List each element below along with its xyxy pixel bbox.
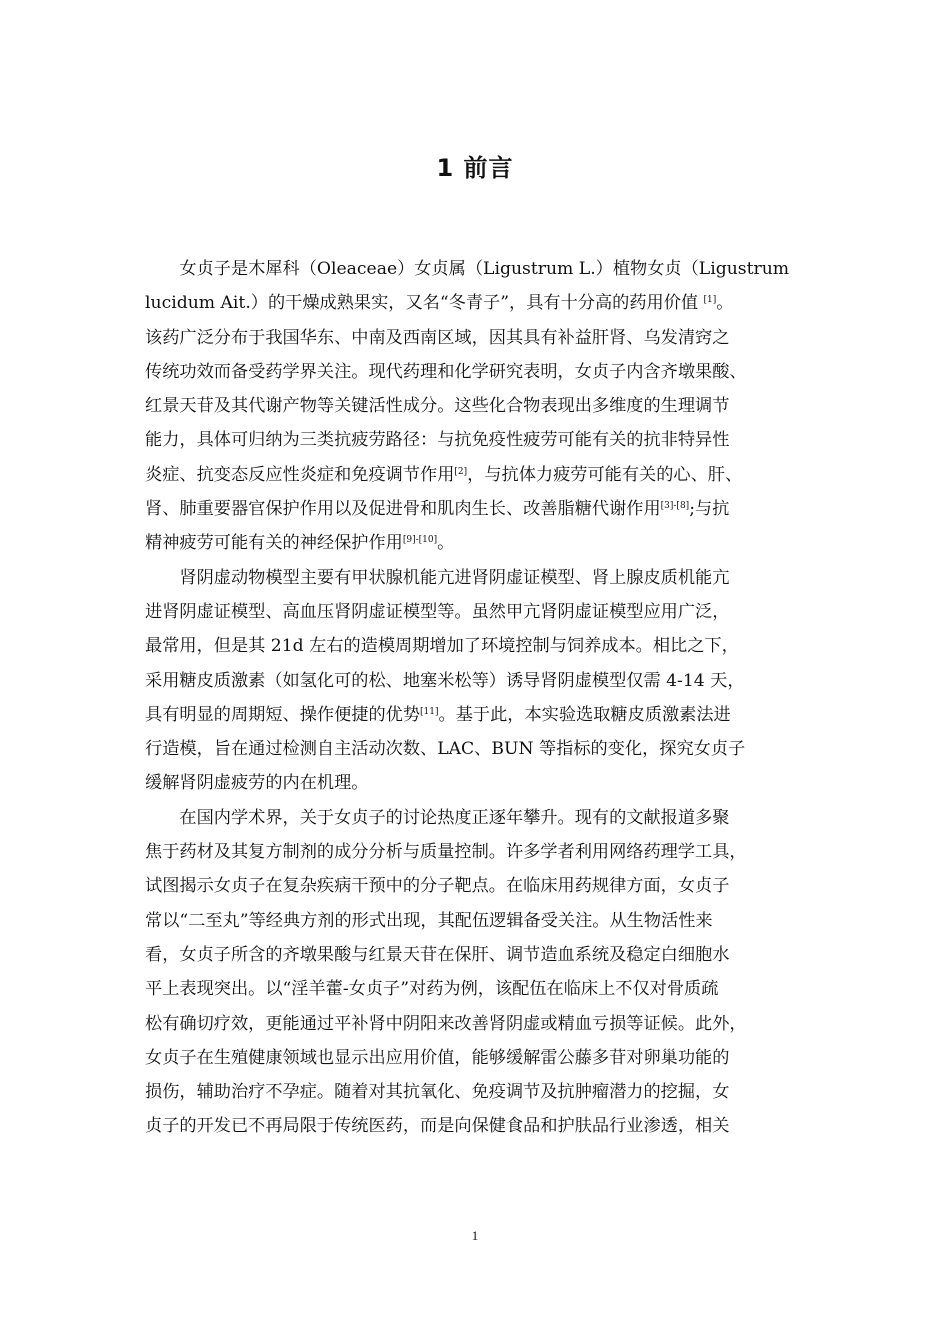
text-line: 常以“二至丸”等经典方剂的形式出现，其配伍逻辑备受关注。从生物活性来: [145, 910, 713, 931]
text-segment: lucidum Ait.）的干燥成熟果实，又名“冬青子”，具有十分高的药用价值: [145, 293, 704, 314]
section-heading: 1 前言: [436, 154, 514, 182]
text-line: 该药广泛分布于我国华东、中南及西南区域，因其具有补益肝肾、乌发清窍之: [145, 327, 730, 348]
text-line: 采用糖皮质激素（如氢化可的松、地塞米松等）诱导肾阴虚模型仅需 4-14 天，: [145, 670, 745, 691]
text-line: [145, 526, 803, 560]
text-segment: 炎症、抗变态反应性炎症和免疫调节作用: [145, 464, 455, 485]
text-line: 进肾阴虚证模型、高血压肾阴虚证模型等。虽然甲亢肾阴虚证模型应用广泛，: [145, 601, 730, 622]
citation-marker: [3]-[8]: [660, 501, 690, 512]
text-line: 缓解肾阴虚疲劳的内在机理。: [145, 773, 369, 794]
text-line: 损伤，辅助治疗不孕症。随着对其抗氧化、免疫调节及抗肿瘤潜力的挖掘，女: [145, 1082, 730, 1103]
paragraph-3: [145, 801, 803, 1144]
text-line: 行造模，旨在通过检测自主活动次数、LAC、BUN 等指标的变化，探究女贞子: [145, 739, 746, 760]
text-line: 最常用，但是其 21d 左右的造模周期增加了环境控制与饲养成本。相比之下，: [145, 636, 739, 657]
paragraph-1: [145, 252, 803, 561]
text-line: 松有确切疗效，更能通过平补肾中阴阳来改善肾阴虚或精血亏损等证候。此外，: [145, 1013, 747, 1034]
text-segment: ;与抗: [689, 499, 730, 520]
text-segment: 。基于此，本实验选取糖皮质激素法进: [438, 704, 731, 725]
text-line: 看，女贞子所含的齐墩果酸与红景天苷在保肝、调节造血系统及稳定白细胞水: [145, 944, 730, 965]
text-line: 试图揭示女贞子在复杂疾病干预中的分子靶点。在临床用药规律方面，女贞子: [145, 876, 730, 897]
text-line: [145, 698, 803, 732]
paragraph-2: [145, 561, 803, 801]
citation-marker: [9]-[10]: [402, 535, 438, 546]
text-segment: 精神疲劳可能有关的神经保护作用: [145, 533, 403, 554]
text-line: [145, 492, 803, 526]
text-line: [145, 286, 803, 320]
text-line: 能力，具体可归纳为三类抗疲劳路径：与抗免疫性疲劳可能有关的抗非特异性: [145, 430, 730, 451]
text-segment: ，与抗体力疲劳可能有关的心、肝、: [467, 464, 743, 485]
text-line: 女贞子是木犀科（Oleaceae）女贞属（Ligustrum L.）植物女贞（Ligustrum: [179, 259, 790, 279]
text-segment: 。: [716, 293, 734, 314]
citation-marker: [11]: [420, 706, 439, 717]
citation-marker: [1]: [703, 295, 717, 306]
text-line: 红景天苷及其代谢产物等关键活性成分。这些化合物表现出多维度的生理调节: [145, 396, 730, 417]
text-line: 在国内学术界，关于女贞子的讨论热度正逐年攀升。现有的文献报道多聚: [179, 807, 730, 828]
text-line: [145, 458, 803, 492]
body-text: [145, 252, 803, 1144]
text-line: 平上表现突出。以“淫羊藿-女贞子”对药为例，该配伍在临床上不仅对骨质疏: [145, 979, 719, 1000]
text-line: 传统功效而备受药学界关注。现代药理和化学研究表明，女贞子内含齐墩果酸、: [145, 361, 747, 382]
page-number: 1: [471, 1228, 479, 1243]
text-segment: 肾、肺重要器官保护作用以及促进骨和肌肉生长、改善脂糖代谢作用: [145, 499, 661, 520]
text-line: 焦于药材及其复方制剂的成分分析与质量控制。许多学者利用网络药理学工具，: [145, 842, 747, 863]
text-line: 女贞子在生殖健康领域也显示出应用价值，能够缓解雷公藤多苷对卵巢功能的: [145, 1047, 730, 1068]
text-line: 肾阴虚动物模型主要有甲状腺机能亢进肾阴虚证模型、肾上腺皮质机能亢: [179, 567, 730, 588]
text-segment: 具有明显的周期短、操作便捷的优势: [145, 704, 421, 725]
text-segment: 。: [437, 533, 455, 554]
citation-marker: [2]: [454, 466, 468, 477]
text-line: 贞子的开发已不再局限于传统医药，而是向保健食品和护肤品行业渗透，相关: [145, 1116, 730, 1137]
